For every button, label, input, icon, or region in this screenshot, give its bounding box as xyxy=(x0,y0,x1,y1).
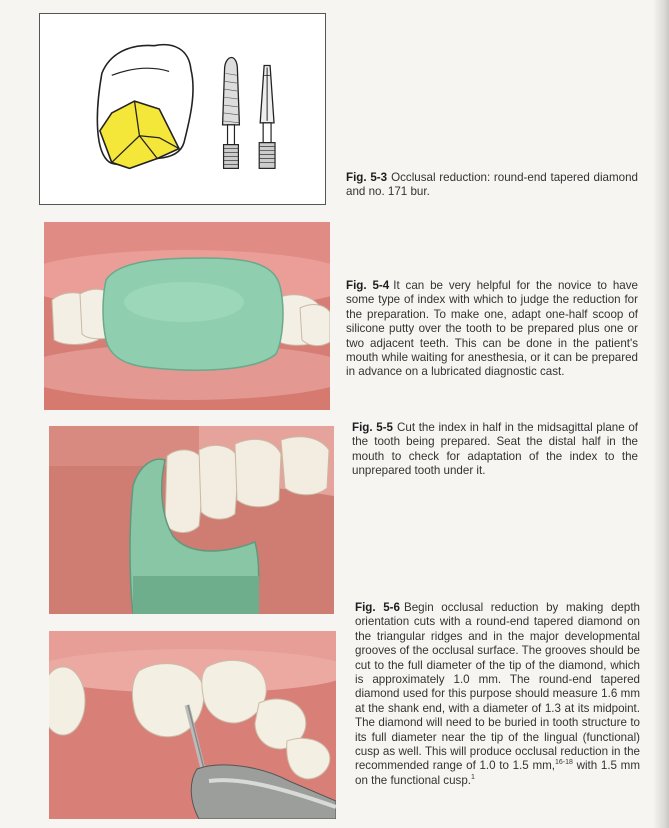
citation-ref: 16-18 xyxy=(554,759,573,767)
caption-text-end: with 1.5 mm on the functional cusp. xyxy=(355,759,640,787)
figure-label: Fig. 5-4 xyxy=(346,279,390,292)
tapered-diamond-bur xyxy=(223,58,240,169)
caption-text: Begin occlusal reduction by making depth orientation cuts with a round-end tapered diamond on the triangular ridges and in the major developmental grooves of the occlusal surface. The grooves should be cut to the full diameter of the tip of the diamond, which is approximately 1.0 mm. The round-end tapered diamond used for this purpose should measure 1.6 mm at the shank end, with a diameter of 1.3 at its midpoint. The diamond will need to be buried in tooth structure to its full diameter near the tip of the lingual (functional) cusp as well. This will produce occlusal reduction in the recommended range of 1.0 to 1.5 mm, xyxy=(355,601,640,773)
figure-5-3-illustration xyxy=(39,13,326,205)
figure-5-4-photo xyxy=(44,222,330,410)
citation-ref: 1 xyxy=(471,774,475,782)
figure-label: Fig. 5-5 xyxy=(352,421,394,434)
caption-text: Cut the index in half in the midsagittal plane of the tooth being prepared. Seat the distal half in the mouth to check for adaptation of the index to the unprepared tooth under it. xyxy=(352,421,638,478)
caption-text: Occlusal reduction: round-end tapered diamond and no. 171 bur. xyxy=(346,171,638,199)
figure-5-5-caption xyxy=(352,421,638,479)
figure-5-3-caption xyxy=(346,171,638,200)
figure-label: Fig. 5-6 xyxy=(355,601,400,614)
occlusal-reduction-diagram xyxy=(40,14,325,204)
page-binding-shadow xyxy=(653,0,669,828)
figure-5-6-photo xyxy=(49,631,336,819)
figure-5-5-photo xyxy=(49,426,334,614)
figure-5-6-caption xyxy=(355,601,640,788)
figure-5-4-caption xyxy=(346,279,638,380)
figure-label: Fig. 5-3 xyxy=(346,171,388,184)
no-171-bur xyxy=(259,65,275,168)
caption-text: It can be very helpful for the novice to have some type of index with which to judge the reduction for the preparation. To make one, adapt one-half scoop of silicone putty over the tooth to be prepared plus one or two adjacent teeth. This can be done in the patient's mouth while waiting for anesthesia, or it can be prepared in advance on a lubricated diagnostic cast. xyxy=(346,279,638,379)
